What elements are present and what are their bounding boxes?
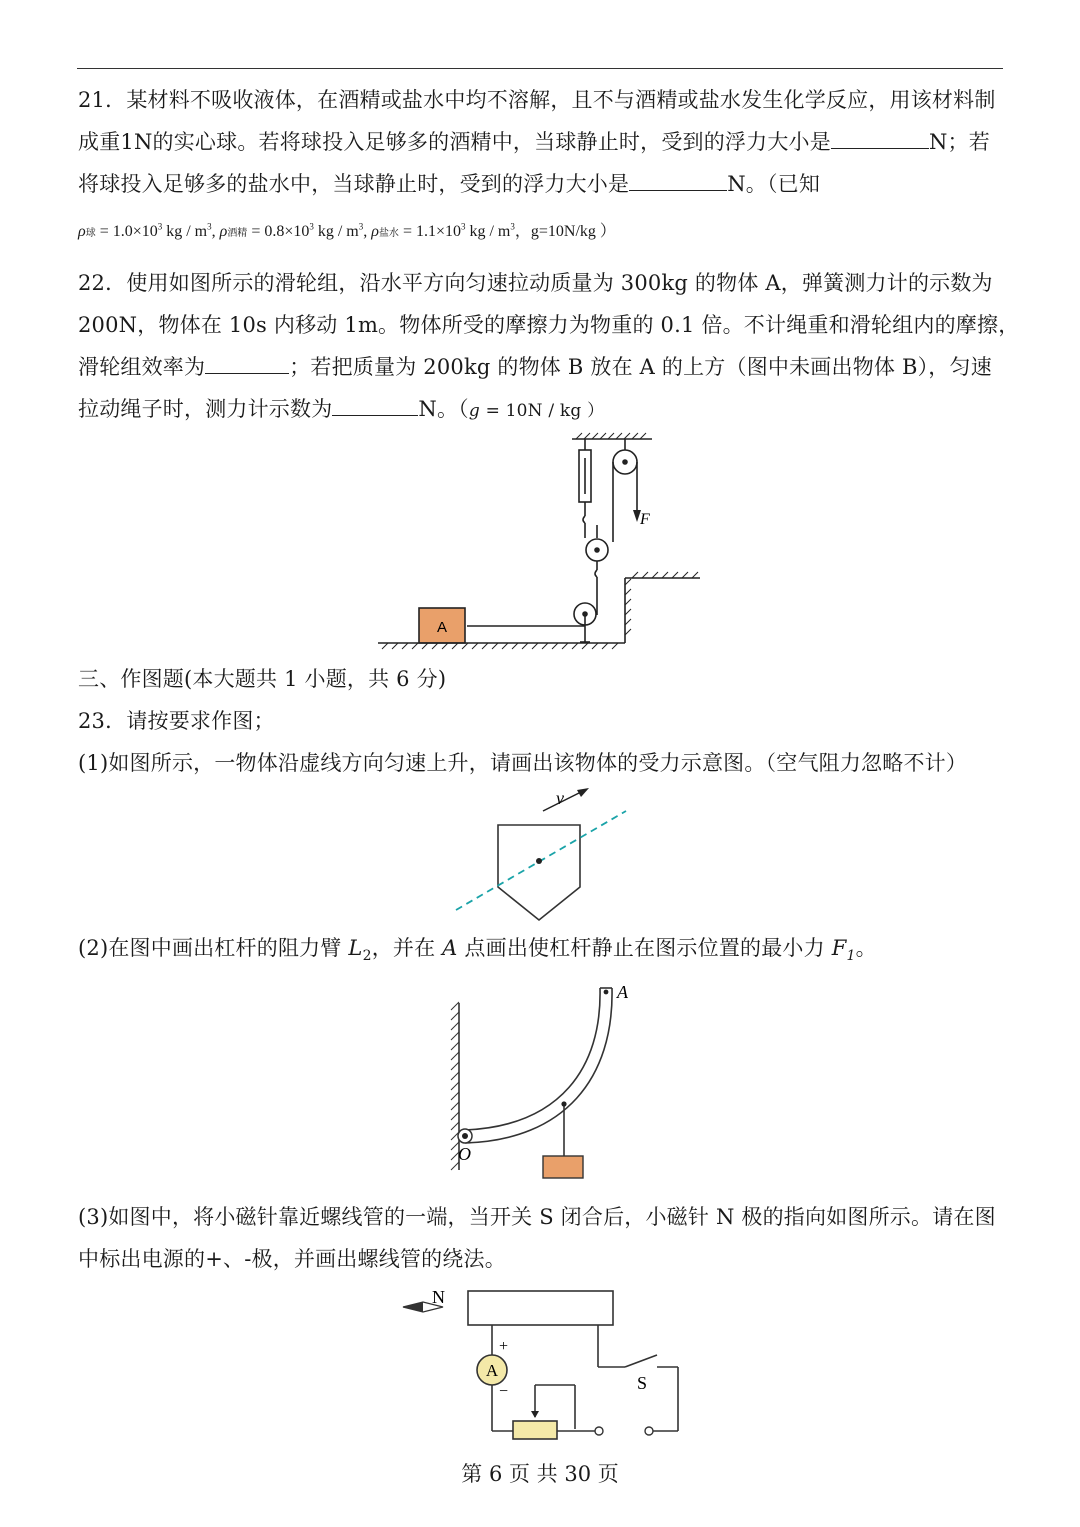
compass-n-label: N xyxy=(432,1287,445,1307)
q23-title: 23．请按要求作图； xyxy=(78,709,275,733)
lever-point-a-label: A xyxy=(617,982,628,1002)
q23-part-2: (2)在图中画出杠杆的阻力臂 $L_2$，并在 A 点画出使杠杆静止在图示位置的最小力 $F_1$。 xyxy=(78,936,877,965)
block-a-label: A xyxy=(436,619,448,636)
q22-line-1: 22．使用如图所示的滑轮组，沿水平方向匀速拉动质量为 300kg 的物体 A，弹簧测力计的示数为 xyxy=(78,271,993,295)
q23-part-1: (1)如图所示，一物体沿虚线方向匀速上升，请画出该物体的受力示意图。（空气阻力忽略不计） xyxy=(78,751,968,775)
q23-part-3-line-1: (3)如图中，将小磁针靠近螺线管的一端，当开关 S 闭合后，小磁针 N 极的指向如图所示。请在图 xyxy=(78,1205,996,1229)
ammeter-plus-label: + xyxy=(499,1338,509,1355)
q21-line-2: 成重1N的实心球。若将球投入足够多的酒精中，当球静止时，受到的浮力大小是 N；若 xyxy=(78,130,990,154)
ammeter-label: A xyxy=(485,1361,499,1380)
section-3-title: 三、作图题(本大题共 1 小题，共 6 分) xyxy=(78,667,447,691)
q21-blank-1[interactable] xyxy=(831,128,929,149)
page-footer: 第 6 页 共 30 页 xyxy=(461,1462,619,1486)
curved-lever-figure xyxy=(440,978,650,1178)
switch-s-label: S xyxy=(637,1373,648,1393)
q21-line-1: 21．某材料不吸收液体，在酒精或盐水中均不溶解，且不与酒精或盐水发生化学反应，用该材料制 xyxy=(78,88,996,112)
rising-object-figure xyxy=(440,780,640,925)
q21-blank-2[interactable] xyxy=(629,170,727,191)
velocity-label: v xyxy=(556,788,564,808)
q21-line-3: 将球投入足够多的盐水中，当球静止时，受到的浮力大小是 N。（已知 xyxy=(78,172,821,196)
q22-line-4: 拉动绳子时，测力计示数为 N。（g = 10N / kg ） xyxy=(78,397,605,421)
q22-line-2: 200N，物体在 10s 内移动 1m。物体所受的摩擦力为物重的 0.1 倍。不计绳重和滑轮组内的摩擦， xyxy=(78,313,1020,337)
ammeter-minus-label: − xyxy=(499,1383,509,1400)
q22-blank-1[interactable] xyxy=(205,353,289,374)
q22-line-3: 滑轮组效率为 ；若把质量为 200kg 的物体 B 放在 A 的上方（图中未画出物体 B），匀速 xyxy=(78,355,992,379)
pulley-system-figure xyxy=(370,430,710,655)
force-f-label: F xyxy=(640,511,650,528)
q21-known-values: ρ球 = $1.0\times 10^3$ kg / $m^3$, ρ酒精 = $0.8\times 10^3$ kg / $m^3$, ρ盐水 = $1.1\times 10^3$ kg / $m^3$，g=10N/kg ） xyxy=(78,221,616,240)
header-rule xyxy=(77,68,1003,69)
solenoid-circuit-figure xyxy=(395,1285,695,1445)
q22-blank-2[interactable] xyxy=(332,395,418,416)
lever-pivot-o-label: O xyxy=(458,1144,471,1164)
q23-part-3-line-2: 中标出电源的+、-极，并画出螺线管的绕法。 xyxy=(78,1247,506,1271)
